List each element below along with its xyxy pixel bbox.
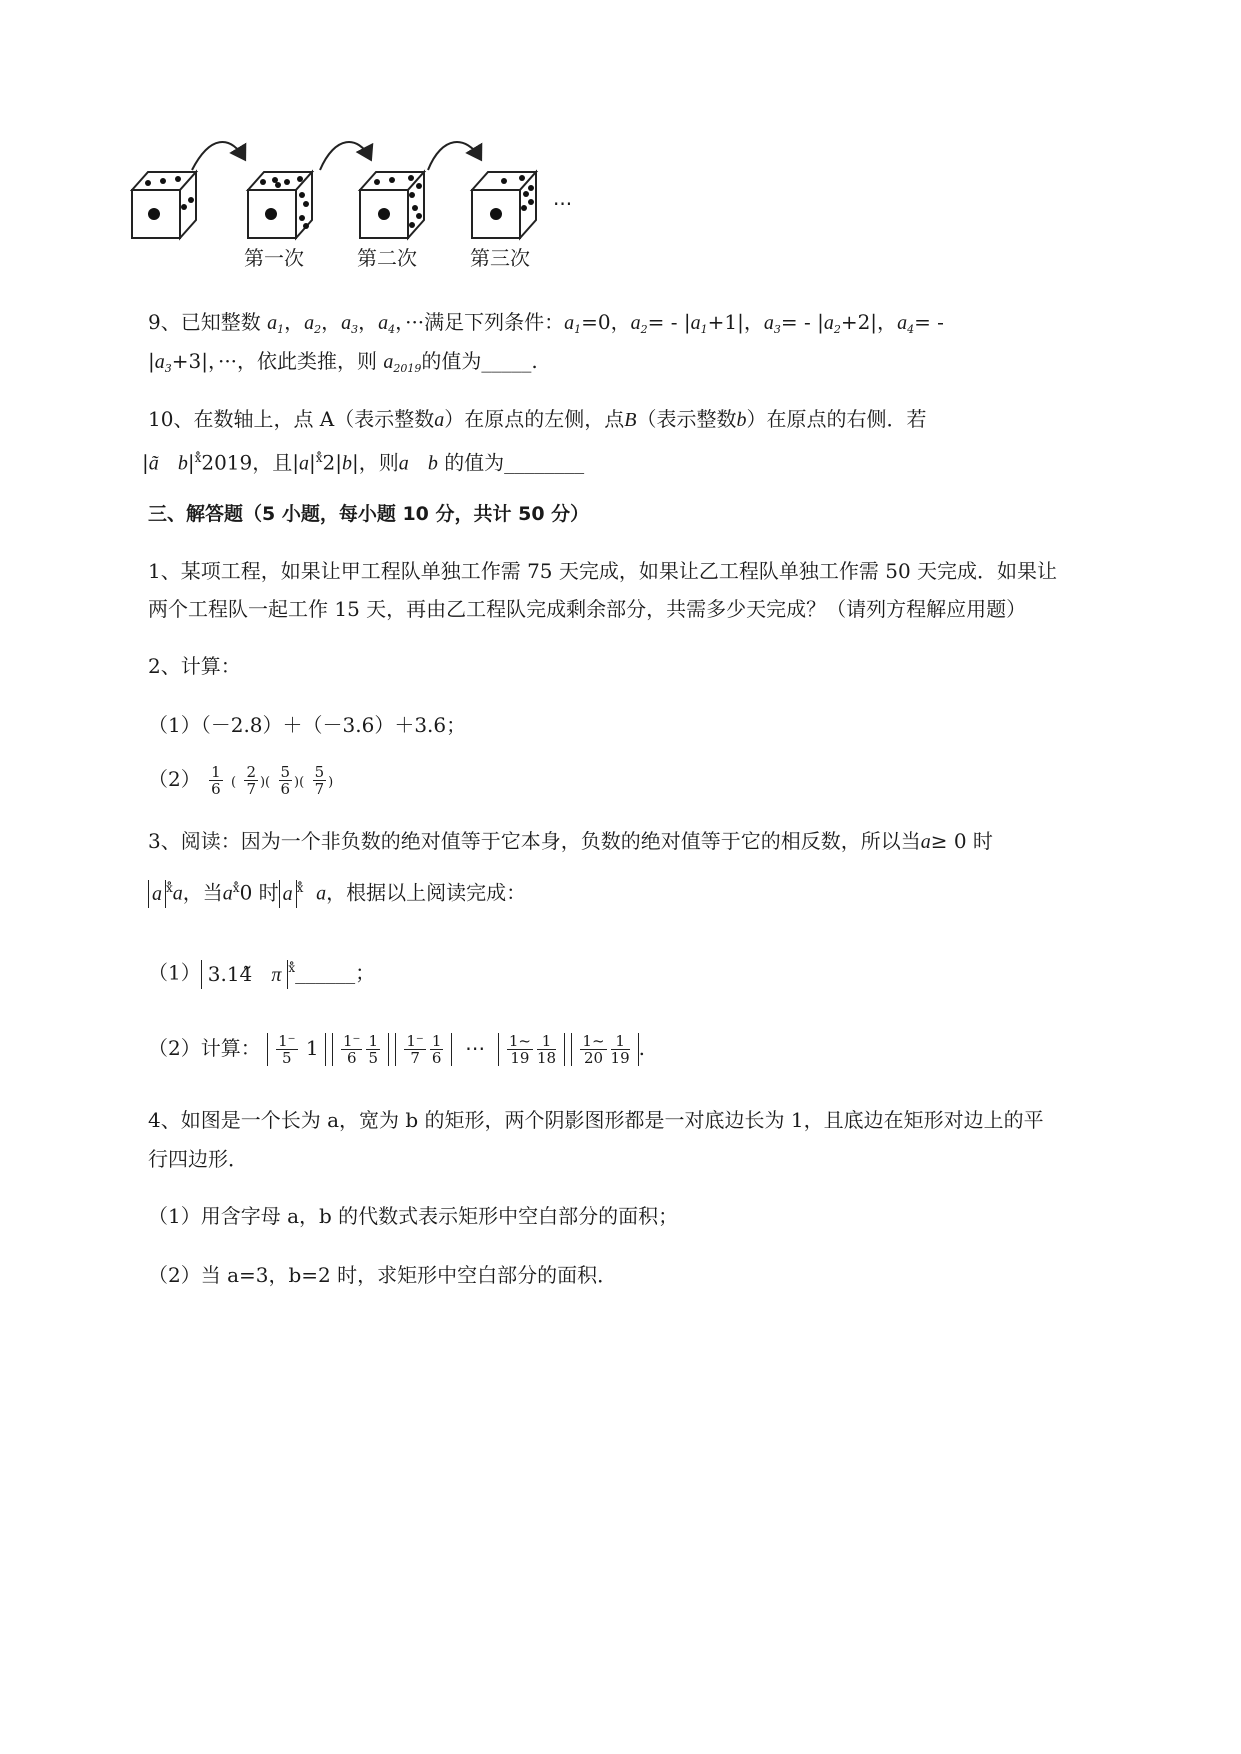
- p2-sub2: （2） $\frac{1}{6}$ ( $\frac{2}{7}$ )( $\frac{5}{6}$ )( $\frac{5}{7}$ ): [148, 763, 334, 798]
- p4-sub1: （1）用含字母 a，b 的代数式表示矩形中空白部分的面积；: [148, 1204, 679, 1228]
- p3-line1: 3、阅读：因为一个非负数的绝对值等于它本身，负数的绝对值等于它的相反数，所以当a≥ 0 时: [148, 829, 993, 853]
- p3-line2: a $^{x̊̊}$a，当$a^{x̊̊}0$ 时 a $^{x̊̊}$ a，根据以上阅读完成：: [148, 874, 526, 908]
- q9-line2: $|a_3+3|$，···，依此类推，则 $a_{2019}$的值为_____.: [148, 349, 538, 375]
- p4-line1: 4、如图是一个长为 a，宽为 b 的矩形，两个阴影图形都是一对底边长为 1，且底边在矩形对边上的平: [148, 1108, 1044, 1132]
- p3-sub2: （2）计算： $\frac{1^-}{5}$ 1 $\frac{1^-}{6}$ $\frac{1}{5}$ $\frac{1^-}{7}$ $\frac{1}{6}$ ⋯ $\frac{1\sim}{19}$ $\frac{1}{18}$ $\frac{1\sim}{20}$ $\frac{1}{19}$ .: [148, 1032, 645, 1067]
- p2-sub1: （1）（－2.8）＋（－3.6）＋3.6；: [148, 713, 467, 737]
- arrow-3: [428, 142, 480, 170]
- p4-sub2: （2）当 a=3，b=2 时，求矩形中空白部分的面积．: [148, 1263, 618, 1287]
- dice-label-3: 第三次: [470, 246, 530, 270]
- arrow-2: [320, 142, 370, 170]
- q10-line1: 10、在数轴上，点 A（表示整数a）在原点的左侧，点B（表示整数b）在原点的右侧．若: [148, 407, 927, 431]
- die-2: [248, 172, 312, 238]
- p4-line2: 行四边形．: [148, 1147, 248, 1171]
- dice-ellipsis: ···: [553, 192, 573, 216]
- p3-sub1: （1） 3.14̃ π $^{x̊̊}$______；: [148, 954, 375, 989]
- dice-label-2: 第二次: [357, 246, 417, 270]
- section-heading: 三、解答题（5 小题，每小题 10 分，共计 50 分）: [148, 503, 590, 525]
- arrow-1: [192, 142, 244, 170]
- dice-label-1: 第一次: [244, 246, 304, 270]
- p1-line1: 1、某项工程，如果让甲工程队单独工作需 75 天完成，如果让乙工程队单独工作需 50 天完成．如果让: [148, 559, 1058, 583]
- q9-line1: 9、已知整数 $a_1$，$a_2$，$a_3$，$a_4$，···满足下列条件：$a_1=0$，$a_2= - |a_1+1|$，$a_3= - |a_2+2|$，$a_4=$ -: [148, 310, 944, 336]
- q10-line2: |ã $b|^{x̊̊}2019$，且$|a|^{x̊̊}2|b|$，则a b 的值为________: [142, 450, 585, 475]
- p1-line2: 两个工程队一起工作 15 天，再由乙工程队完成剩余部分，共需多少天完成？（请列方程解应用题）: [148, 597, 1027, 621]
- p2-title: 2、计算：: [148, 654, 241, 678]
